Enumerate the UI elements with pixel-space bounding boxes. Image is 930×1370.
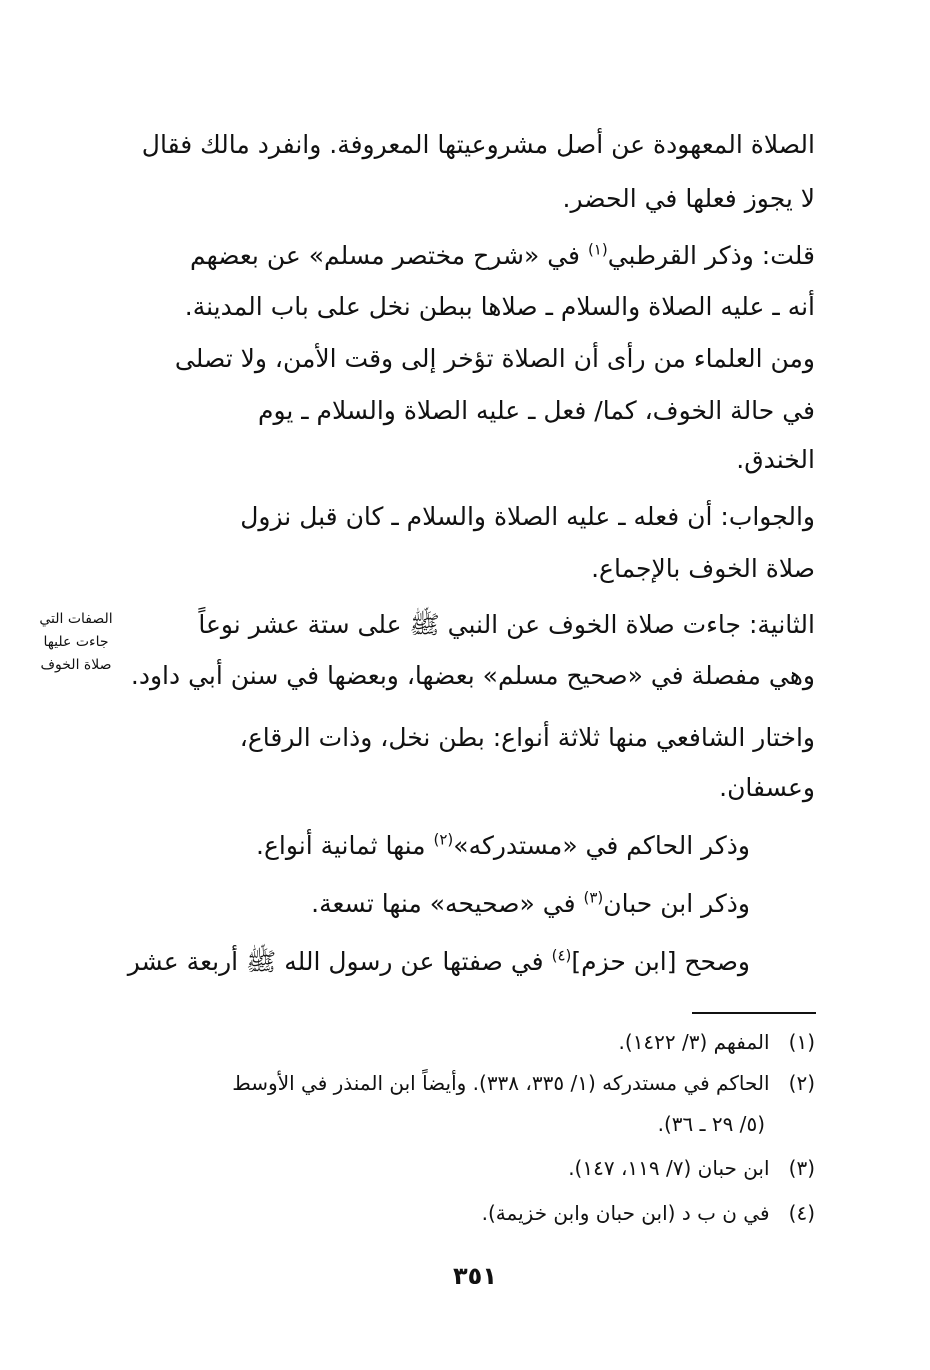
body-line-4: ومن العلماء من رأى أن الصلاة تؤخر إلى وقت الأمن، ولا تصلى	[174, 344, 815, 373]
hibban-text-after: في «صحيحه» منها تسعة.	[311, 889, 584, 918]
footnote-2-continued	[658, 1109, 765, 1139]
body-line-6: الخندق.	[736, 445, 815, 474]
margin-note-line-1: الصفات التي	[39, 611, 113, 627]
footnote-text: ابن حبان (٧/ ١١٩، ١٤٧).	[568, 1156, 770, 1180]
body-line-10: وهي مفصلة في «صحيح مسلم» بعضها، وبعضها في سنن أبي داود.	[130, 661, 815, 690]
hibban-text-before: وذكر ابن حبان	[603, 889, 750, 918]
hazm-text-after: في صفتها عن رسول الله ﷺ أربعة عشر	[127, 947, 552, 976]
footnote-ref-1: (١)	[587, 240, 608, 259]
body-line-12: وعسفان.	[719, 773, 815, 802]
body-line-hazm	[128, 942, 750, 982]
footnote-text: في ن ب د (ابن حبان وابن خزيمة).	[481, 1201, 770, 1225]
body-line-hakim	[256, 826, 750, 866]
footnote-number: (٣)	[788, 1156, 815, 1180]
page-number: ٣٥١	[453, 1262, 497, 1290]
qurtubi-text-before: قلت: وذكر القرطبي	[607, 241, 815, 270]
body-line-11: واختار الشافعي منها ثلاثة أنواع: بطن نخل، وذات الرقاع،	[239, 723, 815, 752]
body-line-3: أنه ـ عليه الصلاة والسلام ـ صلاها ببطن نخل على باب المدينة.	[184, 292, 815, 321]
footnote-4	[482, 1198, 815, 1228]
footnote-number: (٢)	[788, 1071, 815, 1095]
body-line-qurtubi	[190, 236, 815, 276]
footnote-text: (٥/ ٢٩ ـ ٣٦).	[657, 1112, 765, 1136]
body-line-9: الثانية: جاءت صلاة الخوف عن النبي ﷺ على ستة عشر نوعاً	[198, 610, 815, 639]
margin-note-line-3: صلاة الخوف	[40, 657, 112, 673]
hazm-text-before: وصحح [ابن حزم]	[571, 947, 750, 976]
body-line-8: صلاة الخوف بالإجماع.	[591, 554, 815, 583]
footnote-separator	[692, 1012, 816, 1014]
footnote-number: (١)	[788, 1030, 815, 1054]
hakim-text-before: وذكر الحاكم في «مستدركه»	[453, 831, 750, 860]
hakim-text-after: منها ثمانية أنواع.	[256, 831, 434, 860]
body-line-2: لا يجوز فعلها في الحضر.	[562, 184, 815, 213]
footnote-3	[568, 1153, 815, 1183]
footnote-text: الحاكم في مستدركه (١/ ٣٣٥، ٣٣٨). وأيضاً ابن المنذر في الأوسط	[232, 1071, 770, 1095]
margin-note	[20, 608, 132, 677]
footnote-ref-2: (٢)	[433, 830, 454, 849]
footnote-1	[619, 1027, 815, 1057]
footnote-ref-3: (٣)	[583, 888, 604, 907]
qurtubi-text-after: في «شرح مختصر مسلم» عن بعضهم	[190, 241, 588, 270]
footnote-2	[232, 1068, 815, 1098]
footnote-ref-4: (٤)	[551, 946, 572, 965]
body-line-hibban	[311, 884, 750, 924]
margin-note-line-2: جاءت عليها	[43, 634, 109, 650]
footnote-text: المفهم (٣/ ١٤٢٢).	[618, 1030, 770, 1054]
footnote-number: (٤)	[788, 1201, 815, 1225]
body-line-1: الصلاة المعهودة عن أصل مشروعيتها المعروفة. وانفرد مالك فقال	[141, 130, 815, 159]
body-line-7: والجواب: أن فعله ـ عليه الصلاة والسلام ـ كان قبل نزول	[240, 502, 815, 531]
body-line-5: في حالة الخوف، كما/ فعل ـ عليه الصلاة والسلام ـ يوم	[257, 396, 815, 425]
